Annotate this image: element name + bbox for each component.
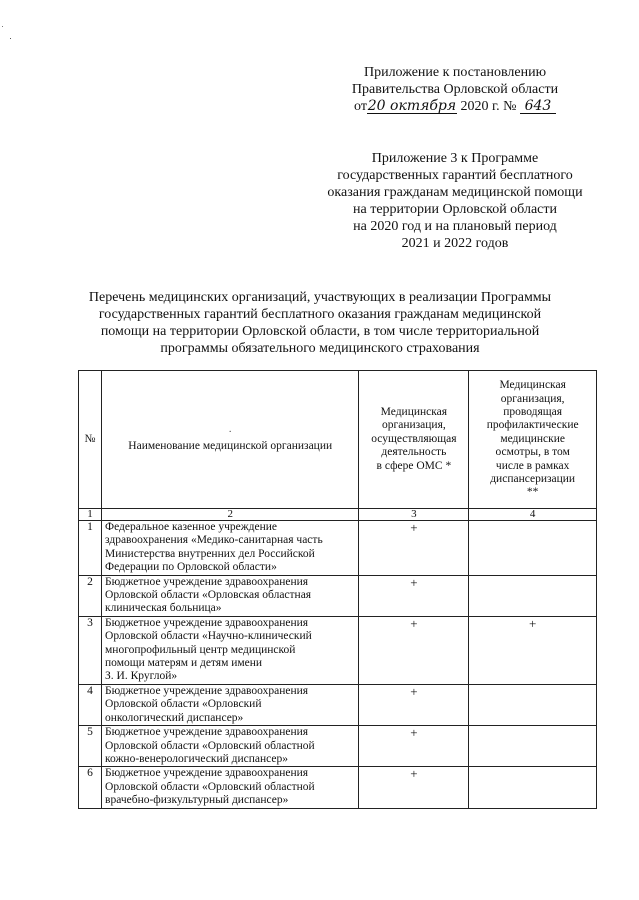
- name-line: многопрофильный центр медицинской: [105, 643, 296, 656]
- name-line: Федеральное казенное учреждение: [105, 521, 278, 533]
- scan-speck: [2, 26, 3, 27]
- row-number: 6: [79, 767, 102, 808]
- name-line: кожно-венерологический диспансер»: [105, 752, 289, 765]
- row-number: 5: [79, 726, 102, 767]
- resolution-date-line: [330, 98, 580, 115]
- column-index: 3: [359, 509, 469, 521]
- oms-mark: +: [359, 616, 469, 684]
- handwritten-date: 20 октября: [367, 98, 457, 114]
- title-line: программы обязательного медицинского страхования: [160, 341, 480, 356]
- name-line: Бюджетное учреждение здравоохранения: [105, 575, 309, 588]
- appendix-line: 2021 и 2022 годов: [401, 236, 509, 251]
- header-prof-line: организация,: [500, 392, 565, 405]
- name-line: клиническая больница»: [105, 602, 222, 615]
- prof-mark: +: [469, 616, 597, 684]
- appendix-line: оказания гражданам медицинской помощи: [327, 185, 583, 200]
- organization-name: [102, 726, 359, 767]
- name-line: Орловской области «Орловская областная: [105, 589, 312, 602]
- name-line: здравоохранения «Медико-санитарная часть: [105, 534, 323, 547]
- oms-mark: +: [359, 684, 469, 725]
- appendix-block: [300, 150, 610, 252]
- resolution-header: [330, 64, 580, 115]
- header-num: №: [79, 371, 102, 509]
- header-oms-line: деятельность: [381, 446, 447, 459]
- table-row: [79, 684, 597, 725]
- name-line: Бюджетное учреждение здравоохранения: [105, 616, 309, 629]
- header-prof-line: диспансеризации: [490, 473, 576, 486]
- table-header-row: [79, 371, 597, 509]
- header-oms-line: Медицинская: [380, 405, 448, 418]
- name-line: Бюджетное учреждение здравоохранения: [105, 726, 309, 739]
- document-title: [70, 289, 570, 357]
- header-prof-line: числе в рамках: [495, 459, 570, 472]
- name-line: Министерства внутренних дел Российской: [105, 547, 315, 560]
- prof-mark: [469, 767, 597, 808]
- name-line: З. И. Круглой»: [105, 670, 178, 683]
- resolution-line-1: Приложение к постановлению: [363, 65, 547, 80]
- appendix-line: на территории Орловской области: [353, 202, 557, 217]
- from-label: от: [354, 99, 367, 114]
- oms-mark: +: [359, 575, 469, 616]
- column-index: 1: [79, 509, 102, 521]
- prof-mark: [469, 726, 597, 767]
- oms-mark: +: [359, 726, 469, 767]
- prof-mark: [469, 575, 597, 616]
- scan-speck: [10, 38, 11, 39]
- table-row: [79, 575, 597, 616]
- appendix-line: государственных гарантий бесплатного: [337, 168, 573, 183]
- name-line: онкологический диспансер»: [105, 711, 244, 724]
- title-line: государственных гарантий бесплатного оказания гражданам медицинской: [98, 307, 542, 322]
- row-number: 2: [79, 575, 102, 616]
- prof-mark: [469, 684, 597, 725]
- organization-name: [102, 684, 359, 725]
- appendix-line: Приложение 3 к Программе: [371, 151, 539, 166]
- row-number: 1: [79, 521, 102, 576]
- row-number: 3: [79, 616, 102, 684]
- header-oms: [359, 371, 469, 509]
- appendix-line: на 2020 год и на плановый период: [353, 219, 557, 234]
- organization-name: [102, 575, 359, 616]
- name-line: Орловской области «Орловский: [105, 698, 262, 711]
- oms-mark: +: [359, 767, 469, 808]
- organizations-table: [78, 370, 597, 809]
- column-index: 2: [102, 509, 359, 521]
- organization-name: [102, 616, 359, 684]
- name-line: помощи матерям и детям имени: [105, 657, 263, 670]
- name-line: Орловской области «Орловский областной: [105, 780, 315, 793]
- oms-mark: +: [359, 521, 469, 576]
- header-prof-line: медицинские: [500, 432, 565, 445]
- handwritten-number: 643: [520, 99, 556, 114]
- title-line: помощи на территории Орловской области, в том числе территориальной: [100, 324, 540, 339]
- name-line: Орловской области «Научно-клинический: [105, 630, 312, 643]
- header-oms-line: осуществляющая: [371, 432, 457, 445]
- table-row: [79, 726, 597, 767]
- year-text: 2020 г. №: [460, 99, 517, 114]
- header-prof-line: профилактические: [486, 419, 579, 432]
- resolution-line-2: Правительства Орловской области: [351, 82, 559, 97]
- header-prof: [469, 371, 597, 509]
- header-name: [102, 371, 359, 509]
- header-oms-line: в сфере ОМС *: [376, 459, 452, 472]
- organization-name: [102, 521, 359, 576]
- name-line: Бюджетное учреждение здравоохранения: [105, 684, 309, 697]
- header-prof-line: осмотры, в том: [495, 446, 570, 459]
- column-index-row: [79, 509, 597, 521]
- header-oms-line: организация,: [382, 419, 446, 432]
- organization-name: [102, 767, 359, 808]
- table-row: [79, 767, 597, 808]
- row-number: 4: [79, 684, 102, 725]
- name-line: Бюджетное учреждение здравоохранения: [105, 767, 309, 780]
- name-line: Федерации по Орловской области»: [105, 561, 277, 574]
- header-prof-line: Медицинская: [499, 379, 566, 392]
- table-row: [79, 616, 597, 684]
- header-prof-line: проводящая: [503, 405, 563, 418]
- title-line: Перечень медицинских организаций, участвующих в реализации Программы: [88, 290, 552, 305]
- name-line: врачебно-физкультурный диспансер»: [105, 794, 289, 807]
- name-line: Орловской области «Орловский областной: [105, 739, 315, 752]
- column-index: 4: [469, 509, 597, 521]
- header-dot: ·: [228, 427, 232, 439]
- header-name-label: Наименование медицинской организации: [128, 439, 333, 452]
- prof-mark: [469, 521, 597, 576]
- table-row: [79, 521, 597, 576]
- header-prof-line: **: [526, 486, 539, 499]
